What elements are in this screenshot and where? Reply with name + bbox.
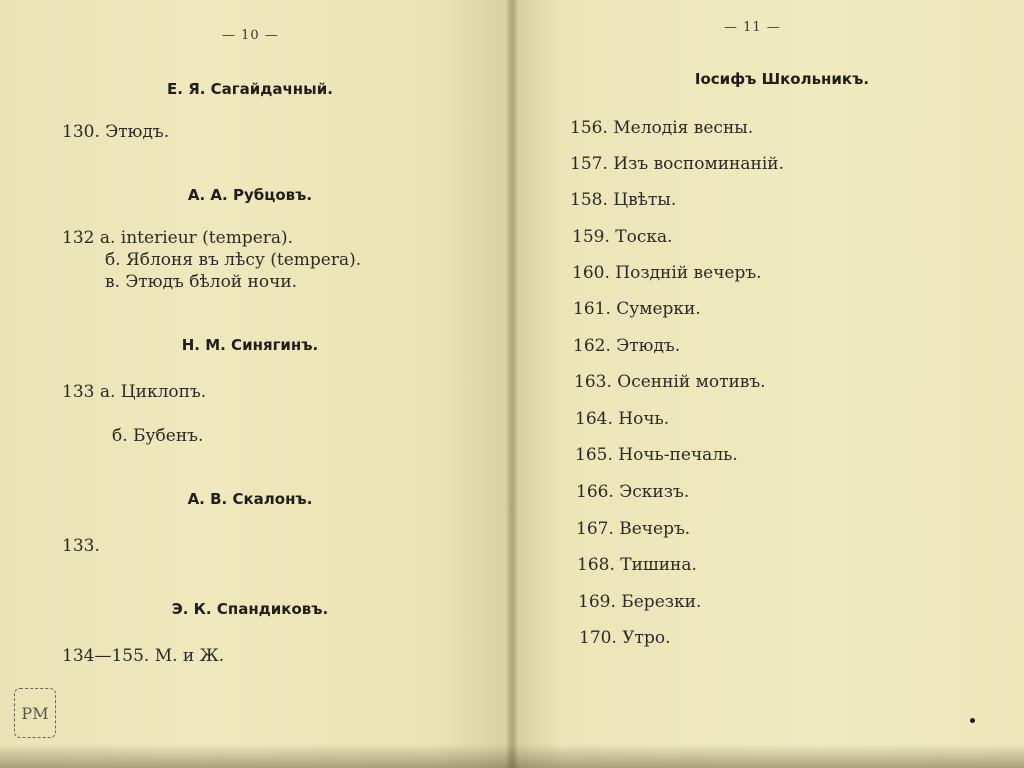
catalog-entry: 157. Изъ воспоминаній. [570,154,784,174]
author-heading: Н. М. Синягинъ. [181,336,319,354]
page-number-right: — 11 — [724,20,781,35]
catalog-entry: 161. Сумерки. [573,299,701,319]
author-heading: Іосифъ Школьникъ. [694,70,870,88]
catalog-entry: 162. Этюдъ. [573,336,681,356]
catalog-entry: 169. Березки. [578,592,702,612]
catalog-entry: 130. Этюдъ. [62,122,170,142]
author-heading: Э. К. Спандиковъ. [171,600,329,618]
catalog-entry: 156. Мелодія весны. [570,118,754,138]
page-number-left: — 10 — [222,28,279,43]
catalog-entry: 164. Ночь. [575,409,670,429]
catalog-entry: 159. Тоска. [572,227,673,247]
ink-spot [970,718,975,723]
catalog-entry: б. Яблоня въ лѣсу (tempera). [105,250,362,270]
catalog-entry: 160. Поздній вечеръ. [572,263,762,283]
author-heading: А. А. Рубцовъ. [187,186,313,204]
catalog-entry: в. Этюдъ бѣлой ночи. [105,272,298,292]
catalog-entry: 167. Вечеръ. [576,519,691,539]
catalog-entry: 163. Осенній мотивъ. [574,372,766,392]
catalog-entry: 132 а. interieur (tempera). [62,228,294,248]
catalog-entry: б. Бубенъ. [112,426,204,446]
catalog-entry: 134—155. М. и Ж. [62,646,225,666]
page-edge-shadow [0,744,1024,768]
catalog-entry: 166. Эскизъ. [576,482,690,502]
catalog-entry: 133. [62,536,100,556]
book-gutter [505,0,519,768]
right-page [512,0,1024,768]
author-heading: А. В. Скалонъ. [187,490,313,508]
catalog-entry: 165. Ночь-печаль. [575,445,738,465]
catalog-entry: 133 а. Циклопъ. [62,382,207,402]
catalog-entry: 170. Утро. [579,628,671,648]
library-stamp: РМ [14,688,56,738]
author-heading: Е. Я. Сагайдачный. [167,80,333,98]
catalog-entry: 168. Тишина. [577,555,697,575]
catalog-entry: 158. Цвѣты. [570,190,677,210]
